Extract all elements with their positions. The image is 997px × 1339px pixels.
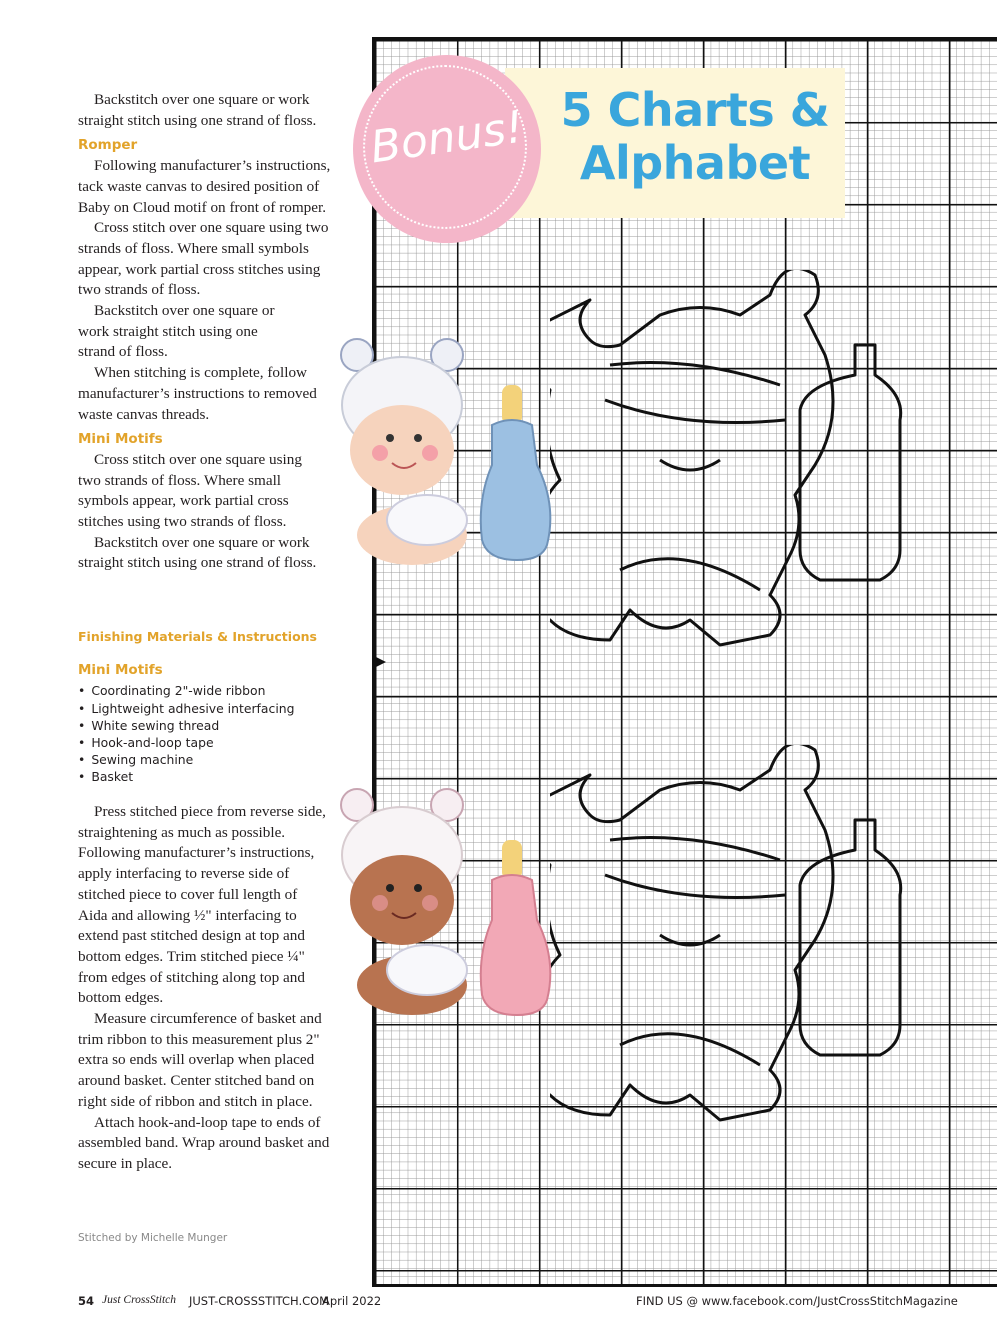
instructions-column <box>78 90 346 574</box>
mini-paragraph-1: Cross stitch over one square using two strands of floss. Where small symbols appear, work partial cross stitches using two strands of floss. <box>78 450 302 531</box>
bonus-label: Bonus! <box>367 101 527 174</box>
romper-paragraph-3: Backstitch over one square or work straight stitch using one strand of floss. <box>78 302 275 361</box>
romper-paragraph-4: When stitching is complete, follow manufacturer’s instructions to removed waste canvas threads. <box>78 364 317 423</box>
romper-paragraph-2: Cross stitch over one square using two strands of floss. Where small symbols appear, work partial cross stitches using two strands of floss. <box>78 219 329 299</box>
material-item: • Coordinating 2"-wide ribbon <box>78 682 346 699</box>
material-item: • Lightweight adhesive interfacing <box>78 700 346 717</box>
romper-paragraph-1: Following manufacturer’s instructions, tack waste canvas to desired position of Baby on Cloud motif on front of romper. <box>78 157 331 216</box>
facebook-link: FIND US @ www.facebook.com/JustCrossStitchMagazine <box>636 1294 958 1308</box>
banner-title-line-1: 5 Charts & <box>560 83 830 137</box>
mini-motifs-heading: Mini Motifs <box>78 431 163 448</box>
material-item: • White sewing thread <box>78 717 346 734</box>
measure-paragraph: Measure circumference of basket and trim ribbon to this measurement plus 2" extra so ends will overlap when placed around basket. Center stitched band on right side of ribbon and stitch in place. <box>78 1010 322 1110</box>
materials-list <box>78 682 346 785</box>
page-number: 54 <box>78 1294 95 1308</box>
material-item: • Sewing machine <box>78 751 346 768</box>
banner-title <box>545 84 845 190</box>
press-paragraph: Press stitched piece from reverse side, straightening as much as possible. Following manufacturer’s instructions, apply interfacing to reverse side of stitched piece to cover full length of Aida and allowing ½" interfacing to extend past stitched design at top and bottom edges. Trim stitched piece ¼" from edges of stitching along top and bottom edges. <box>78 803 326 1007</box>
baby-illustration-dark <box>322 785 562 1030</box>
material-item: • Hook-and-loop tape <box>78 734 346 751</box>
material-item: • Basket <box>78 768 346 785</box>
center-arrow-icon <box>374 656 386 668</box>
issue-date: April 2022 <box>322 1294 382 1308</box>
finishing-heading: Finishing Materials & Instructions <box>78 629 317 644</box>
website: JUST-CROSSSTITCH.COM <box>189 1294 330 1308</box>
chart-motif-top <box>550 270 950 690</box>
magazine-name: Just CrossStitch <box>102 1294 177 1306</box>
attach-paragraph: Attach hook-and-loop tape to ends of assembled band. Wrap around basket and secure in place. <box>78 1113 330 1172</box>
stitched-by-credit: Stitched by Michelle Munger <box>78 1232 228 1244</box>
banner-title-line-2: Alphabet <box>579 136 811 190</box>
mini-paragraph-2: Backstitch over one square or work straight stitch using one strand of floss. <box>78 533 317 572</box>
finishing-column <box>78 627 346 786</box>
chart-motif-bottom <box>550 745 950 1165</box>
intro-paragraph: Backstitch over one square or work straight stitch using one strand of floss. <box>78 91 317 129</box>
mini-motifs-heading-2: Mini Motifs <box>78 661 163 678</box>
baby-illustration-light <box>322 335 562 580</box>
press-column <box>78 802 346 1175</box>
romper-heading: Romper <box>78 137 138 154</box>
